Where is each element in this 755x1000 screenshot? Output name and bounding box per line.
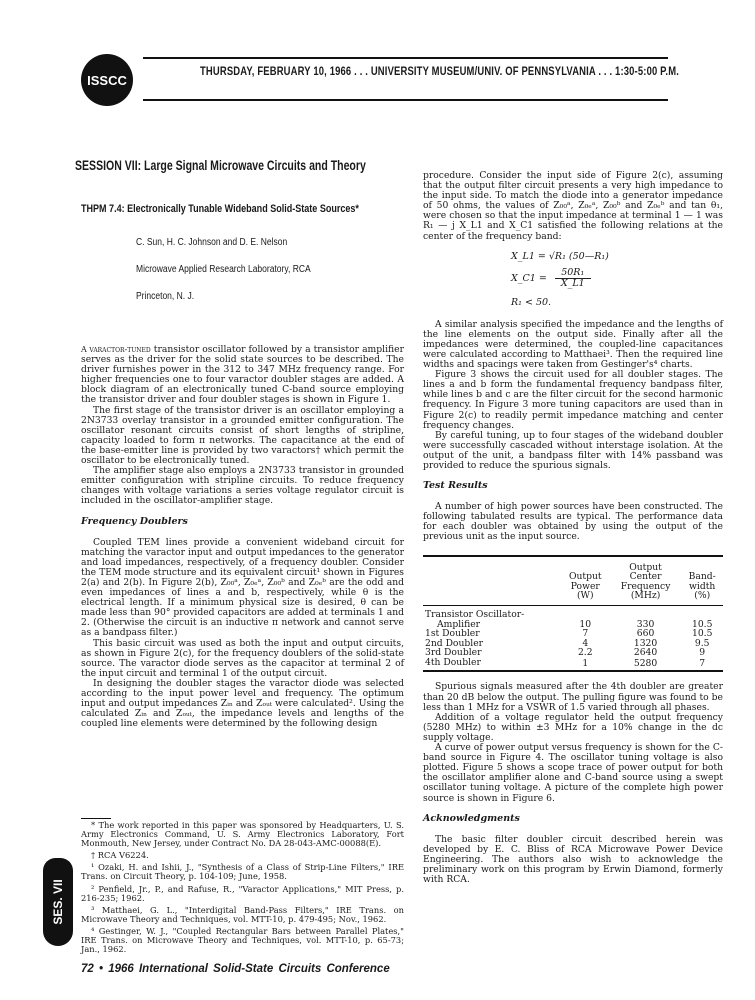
equation-1: X_L1 = √R₁ (50—R₁) xyxy=(511,250,609,262)
header-rule-top xyxy=(143,57,668,59)
paragraph: In designing the doubler stages the varactor diode was selected according to the input power level and frequency. The optimum input and output impedances Zᵢₙ and Zₒᵤₜ were calculated². Using the calculated Zᵢₙ and Zₒᵤₜ, the impedance levels and lengths of the coupled line elements were determined by the following design xyxy=(81,677,404,730)
cell-power: 7 xyxy=(582,628,589,640)
cell-bandwidth: 7 xyxy=(699,658,706,670)
side-tab-text: SES. VII xyxy=(51,879,65,925)
row-label: 2nd Doubler xyxy=(425,637,484,649)
h-text: Center xyxy=(629,571,662,583)
left-column xyxy=(81,345,404,729)
cell-power: 4 xyxy=(582,637,589,649)
cell-power: 10 xyxy=(579,618,592,630)
footnote-rule xyxy=(81,818,111,819)
session-title: SESSION VII: Large Signal Microwave Circuits and Theory xyxy=(75,158,366,173)
cell-frequency: 5280 xyxy=(633,658,658,670)
paragraph xyxy=(81,345,404,406)
lead-in: A varactor-tuned xyxy=(81,345,151,354)
results-table xyxy=(423,555,723,673)
session-side-tab xyxy=(43,858,73,946)
cell-bandwidth: 9.5 xyxy=(694,637,710,649)
right-column xyxy=(423,171,723,885)
row-label: 4th Doubler xyxy=(425,656,481,668)
h-text: Frequency xyxy=(620,580,671,592)
footnote: * The work reported in this paper was sponsored by Headquarters, U. S. Army Electronics Command, U. S. Army Electronics Laboratory, Fort Monmouth, New Jersey, under Contract No. DA 28-043-AMC-00088(E). xyxy=(81,820,404,849)
h-text: (W) xyxy=(576,590,594,602)
section-heading-test-results: Test Results xyxy=(423,480,488,492)
paper-title: THPM 7.4: Electronically Tunable Wideband Solid-State Sources* xyxy=(81,203,359,215)
footnote: ¹ Ozaki, H. and Ishii, J., "Synthesis of a Class of Strip-Line Filters," IRE Trans. on Circuit Theory, p. 104-109; June, 1958. xyxy=(81,862,404,882)
header-rule-bottom xyxy=(143,99,668,101)
paper-authors: C. Sun, H. C. Johnson and D. E. Nelson xyxy=(136,237,288,248)
paragraph: A number of high power sources have been constructed. The following tabulated results are typical. The performance data for each doubler was obtained by using the output of the previous unit as the input source. xyxy=(423,501,723,543)
fraction xyxy=(555,268,591,289)
cell-bandwidth xyxy=(681,605,723,619)
equation-3: R₁ < 50. xyxy=(511,296,552,308)
paragraph: procedure. Consider the input side of Figure 2(c), assuming that the output filter circuit presents a very high impedance to the input side. To match the diode into a generator impedance of 50 ohms, the values of Z₀₀ᵃ, Z₀ₑᵃ, Z₀₀ᵇ and Z₀ₑᵇ and tan θ₁, were chosen so that the input impedance at terminal 1 — 1 was R₁ — j X_L1 and X_C1 satisfied the following relations at the center of the frequency band: xyxy=(423,170,723,242)
logo-text: ISSCC xyxy=(87,72,127,88)
equation-2 xyxy=(423,268,723,298)
cell-bandwidth: 10.5 xyxy=(691,628,713,640)
h-text: (%) xyxy=(694,590,711,602)
footnote: ² Penfield, Jr., P., and Rafuse, R., "Varactor Applications," MIT Press, p. 216-235; 1962. xyxy=(81,883,404,903)
header-power xyxy=(561,556,610,606)
footnotes xyxy=(81,818,404,957)
section-heading-acknowledgments: Acknowledgments xyxy=(423,812,520,824)
cell-power xyxy=(561,605,610,619)
cell-frequency: 1320 xyxy=(633,637,658,649)
page-footer: 72 • 1966 International Solid-State Circuits Conference xyxy=(81,963,390,975)
paragraph: The basic filter doubler circuit described herein was developed by E. C. Bliss of RCA Microwave Power Device Engineering. The authors also wish to acknowledge the preliminary work on this program by Erwin Diamond, formerly with RCA. xyxy=(423,833,723,886)
h-text: Output xyxy=(568,571,602,583)
paragraph: This basic circuit was used as both the input and output circuits, as shown in Figure 2(c), for the frequency doublers of the solid-state source. The varactor diode serves as the capacitor at terminal 2 of the input circuit and terminal 1 of the output circuit. xyxy=(81,637,404,679)
denominator: X_L1 xyxy=(560,277,585,289)
row-label: 1st Doubler xyxy=(425,628,480,640)
paper-location: Princeton, N. J. xyxy=(136,291,195,302)
h-text: Power xyxy=(570,580,600,592)
cell-frequency: 2640 xyxy=(633,647,658,659)
row-label: 3rd Doubler xyxy=(425,647,482,659)
paragraph: Figure 3 shows the circuit used for all doubler stages. The lines a and b form the fundamental frequency bandpass filter, while lines b and c are the filter circuit for the second harmonic frequency. In Figure 3 more tuning capacitors are used than in Figure 2(c) to readily permit impedance matching and center frequency changes. xyxy=(423,369,723,431)
eq2-lhs: X_C1 = xyxy=(511,272,547,284)
h-text: (MHz) xyxy=(630,590,661,602)
header-label xyxy=(423,556,561,606)
footnote: † RCA V6224. xyxy=(91,850,149,861)
table-row xyxy=(423,658,723,672)
header-frequency xyxy=(610,556,682,606)
paragraph: Coupled TEM lines provide a convenient wideband circuit for matching the varactor input and output impedances to the generator and load impedances, respectively, of a frequency doubler. Consider the TEM mode structure and its equivalent circuit¹ shown in Figures 2(a) and 2(b). In Figure 2(b), Z₀₀ᵃ, Z₀ₑᵃ, Z₀₀ᵇ and Z₀ₑᵇ are the odd and even impedances of lines a and b, respectively, while θ is the electrical length. If a minimum physical size is desired, θ can be made less than 90° provided capacitors are added at terminals 1 and 2. (Otherwise the circuit is an inductive π network and cannot serve as a bandpass filter.) xyxy=(81,536,404,639)
cell-frequency: 330 xyxy=(636,618,655,630)
paper-affiliation: Microwave Applied Research Laboratory, RCA xyxy=(136,264,311,275)
cell-bandwidth: 10.5 xyxy=(691,618,713,630)
h-text: Band- xyxy=(688,571,716,583)
section-heading-frequency-doublers: Frequency Doublers xyxy=(81,515,188,527)
row-label: Amplifier xyxy=(437,618,481,630)
table-header-row xyxy=(423,556,723,606)
paragraph: The amplifier stage also employs a 2N3733 transistor in grounded emitter configuration with stripline circuits. To reduce frequency changes with voltage variations a series voltage regulator circuit is included in the oscillator-amplifier stage. xyxy=(81,465,404,507)
equations xyxy=(423,252,723,314)
paragraph: Addition of a voltage regulator held the output frequency (5280 MHz) to within ±3 MHz for a 10% change in the dc supply voltage. xyxy=(423,711,723,743)
cell-power: 2.2 xyxy=(577,647,593,659)
cell-bandwidth: 9 xyxy=(699,647,706,659)
h-text: Output xyxy=(629,561,662,573)
row-label: Transistor Oscillator- xyxy=(425,608,525,620)
paragraph: Spurious signals measured after the 4th doubler are greater than 20 dB below the output. The pulling figure was found to be less than 1 MHz for a VSWR of 1.5 varied through all phases. xyxy=(423,681,723,713)
header-bandwidth xyxy=(681,556,723,606)
footnote: ⁴ Gestinger, W. J., "Coupled Rectangular Bars between Parallel Plates," IRE Trans. on Microwave Theory and Techniques, vol. MTT-10, p. 65-73; Jan., 1962. xyxy=(81,925,404,955)
cell-frequency: 660 xyxy=(636,628,655,640)
cell-frequency xyxy=(610,605,682,619)
numerator: 50R₁ xyxy=(555,268,591,279)
header-dateline: THURSDAY, FEBRUARY 10, 1966 . . . UNIVERSITY MUSEUM/UNIV. OF PENNSYLVANIA . . . 1:30-5:00 P.M. xyxy=(200,66,680,78)
paragraph-text: transistor oscillator followed by a transistor amplifier serves as the driver for the solid state sources to be described. The driver furnishes power in the 312 to 347 MHz frequency range. For higher frequencies one to four varactor doubler stages are added. A block diagram of an electronically tuned C-band source employing the transistor driver and four doubler stages is shown in Figure 1. xyxy=(81,344,404,406)
isscc-logo xyxy=(81,54,133,106)
paragraph: The first stage of the transistor driver is an oscillator employing a 2N3733 overlay transistor in a grounded emitter configuration. The oscillator resonant circuits consist of short lengths of stripline, capacity loaded to form π networks. The capacitance at the end of the base-emitter line is provided by two varactors† which permit the oscillator to be electronically tuned. xyxy=(81,404,404,467)
footnote: ³ Matthaei, G. L., "Interdigital Band-Pass Filters," IRE Trans. on Microwave Theory and Techniques, vol. MTT-10, p. 479-495; Nov., 1962. xyxy=(81,904,404,924)
h-text: width xyxy=(689,580,716,592)
table-row xyxy=(423,605,723,619)
cell-power: 1 xyxy=(582,658,589,670)
paragraph: A curve of power output versus frequency is shown for the C-band source in Figure 4. The oscillator tuning voltage is also plotted. Figure 5 shows a scope trace of power output for both the oscillator amplifier alone and C-band source using a swept oscillator tuning voltage. A picture of the complete high power source is shown in Figure 6. xyxy=(423,742,723,804)
paragraph: A similar analysis specified the impedance and the lengths of the line elements on the output side. Finally after all the impedances were determined, the coupled-line capacitances were calculated according to Matthaei³. Then the required line widths and spacings were taken from Gestinger's⁴ charts. xyxy=(423,318,723,371)
paragraph: By careful tuning, up to four stages of the wideband doubler were successfully cascaded without interstage isolation. At the output of the unit, a bandpass filter with 14% passband was provided to reduce the spurious signals. xyxy=(423,429,723,471)
